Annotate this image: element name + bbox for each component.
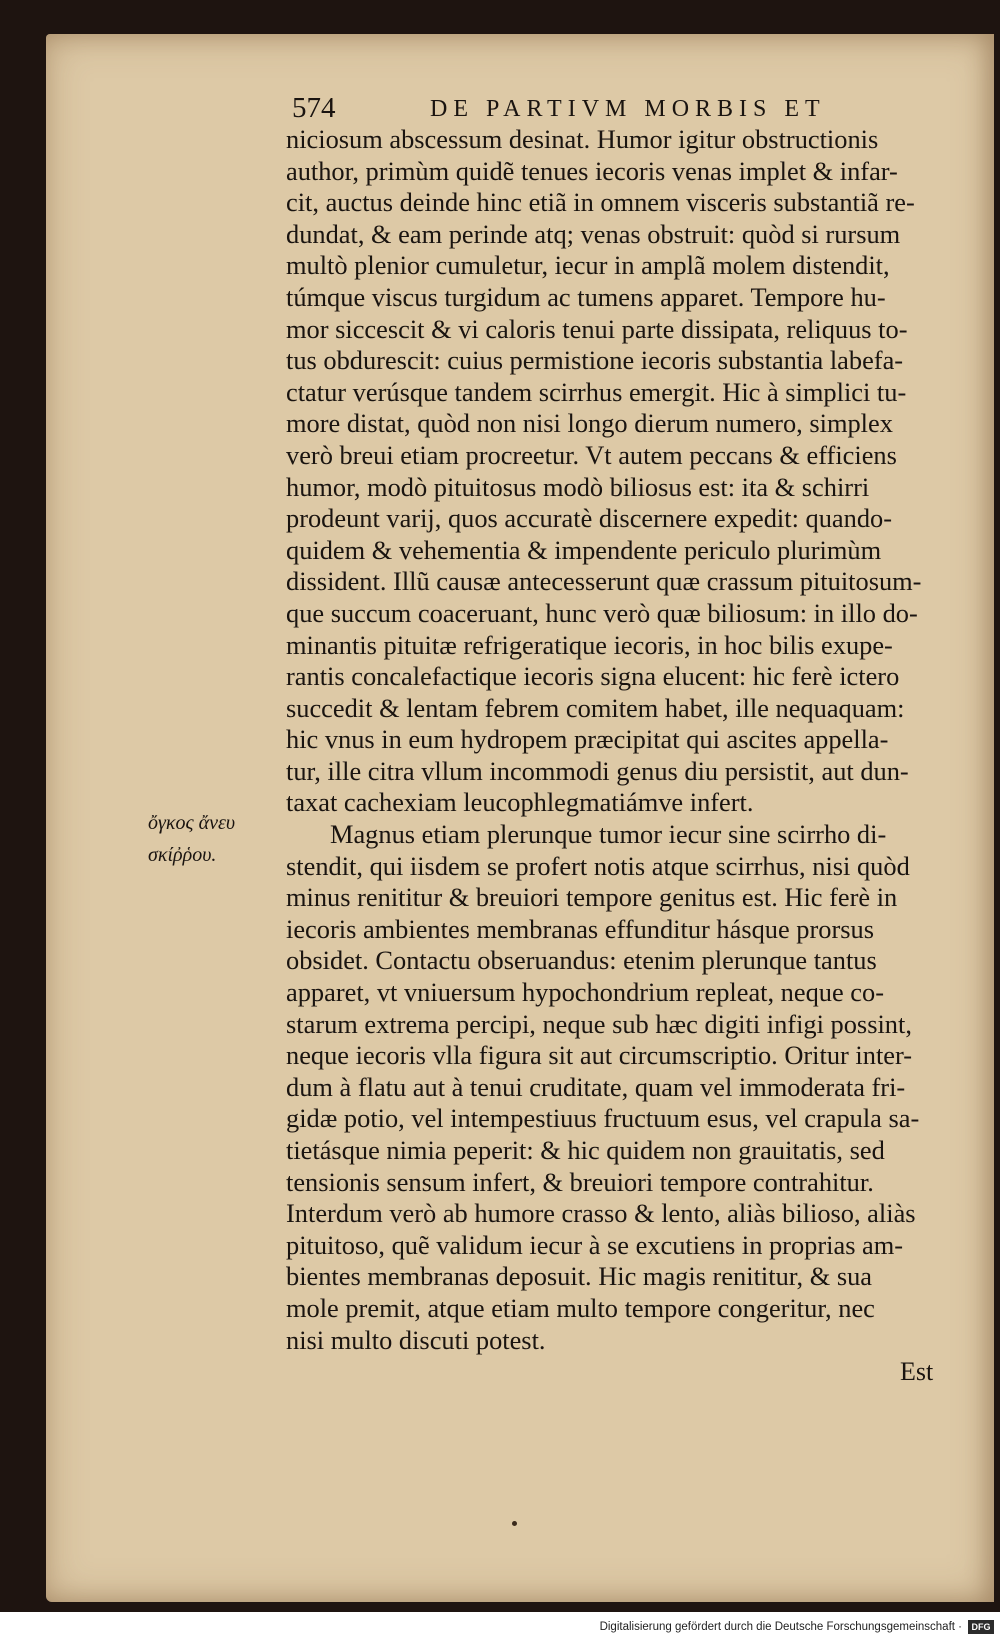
text-line: dissident. Illũ causæ antecesserunt quæ crassum pituitosum- (286, 566, 922, 597)
text-line: tur, ille citra vllum incommodi genus diu persistit, aut dun- (286, 755, 909, 786)
text-line: ctatur verúsque tandem scirrhus emergit. Hic à simplici tu- (286, 376, 907, 407)
text-line: more distat, quòd non nisi longo dierum numero, simplex (286, 408, 893, 439)
text-line: rantis concalefactique iecoris signa elucent: hic ferè ictero (286, 661, 900, 692)
margin-note (148, 808, 283, 871)
running-title: DE PARTIVM MORBIS ET (430, 96, 826, 122)
page-number: 574 (292, 92, 336, 124)
text-line: túmque viscus turgidum ac tumens apparet. Tempore hu- (286, 281, 886, 312)
digitization-footer (0, 1612, 1000, 1643)
margin-note-line: ὄγκος ἄνευ (148, 812, 236, 834)
text-line: Magnus etiam plerunque tumor iecur sine scirrho di- (330, 819, 887, 850)
text-line: tietásque nimia peperit: & hic quidem non grauitatis, sed (286, 1135, 885, 1165)
text-line: multò plenior cumuletur, iecur in amplã molem distendit, (286, 250, 890, 281)
catchword: Est (900, 1357, 934, 1386)
body-text (286, 124, 956, 1356)
text-line: quidem & vehementia & impendente periculo plurimùm (286, 534, 882, 565)
margin-note-line: σκίῤῥου. (148, 843, 217, 866)
text-line: que succum coaceruant, hunc verò quæ biliosum: in illo do- (286, 597, 918, 628)
text-line: bientes membranas deposuit. Hic magis renititur, & sua (286, 1261, 873, 1292)
text-line: succedit & lentam febrem comitem habet, ille nequaquam: (286, 692, 905, 723)
text-line: hic vnus in eum hydropem præcipitat qui ascites appella- (286, 724, 889, 755)
text-line: mole premit, atque etiam multo tempore congeritur, nec (286, 1292, 875, 1323)
text-line: taxat cachexiam leucophlegmatiámve infert. (286, 787, 754, 818)
text-line: mor siccescit & vi caloris tenui parte dissipata, reliquus to- (286, 313, 908, 344)
text-line: prodeunt varij, quos accuratè discernere expedit: quando- (286, 503, 893, 534)
text-line: author, primùm quidẽ tenues iecoris venas implet & infar- (286, 155, 898, 186)
text-line: neque iecoris vlla figura sit aut circumscriptio. Oritur inter- (286, 1040, 913, 1071)
text-line: nisi multo discuti potest. (286, 1324, 546, 1355)
text-line: verò breui etiam procreetur. Vt autem peccans & efficiens (286, 439, 897, 470)
text-line: niciosum abscessum desinat. Humor igitur obstructionis (286, 124, 879, 154)
text-line: minantis pituitæ refrigeratique iecoris, in hoc bilis exupe- (286, 629, 893, 660)
text-line: humor, modò pituitosus modò biliosus est: ita & schirri (286, 471, 870, 502)
dfg-logo: DFG (968, 1620, 994, 1634)
text-line: starum extrema percipi, neque sub hæc digiti infigi possint, (286, 1008, 912, 1039)
text-line: minus renititur & breuiori tempore genitus est. Hic ferè in (286, 882, 898, 913)
text-line: stendit, qui iisdem se profert notis atque scirrhus, nisi quòd (286, 850, 910, 881)
text-line: pituitoso, quẽ validum iecur à se excutiens in proprias am- (286, 1229, 904, 1260)
text-line: Interdum verò ab humore crasso & lento, aliàs bilioso, aliàs (286, 1198, 916, 1229)
text-line: tus obdurescit: cuius permistione iecoris substantia labefa- (286, 345, 904, 376)
text-line: tensionis sensum infert, & breuiori tempore contrahitur. (286, 1166, 874, 1197)
text-line: gidæ potio, vel intempestiuus fructuum esus, vel crapula sa- (286, 1103, 920, 1134)
text-line: cit, auctus deinde hinc etiã in omnem visceris substantiã re- (286, 187, 915, 218)
paper-speck (512, 1521, 517, 1526)
footer-credit: Digitalisierung gefördert durch die Deutsche Forschungsgemeinschaft · (599, 1621, 962, 1633)
text-line: obsidet. Contactu obseruandus: etenim plerunque tantus (286, 945, 877, 976)
text-line: dundat, & eam perinde atq; venas obstruit: quòd si rursum (286, 218, 901, 249)
text-line: iecoris ambientes membranas effunditur hásque prorsus (286, 913, 875, 944)
text-line: apparet, vt vniuersum hypochondrium repleat, neque co- (286, 977, 884, 1008)
text-line: dum à flatu aut à tenui cruditate, quam vel immoderata fri- (286, 1071, 906, 1102)
